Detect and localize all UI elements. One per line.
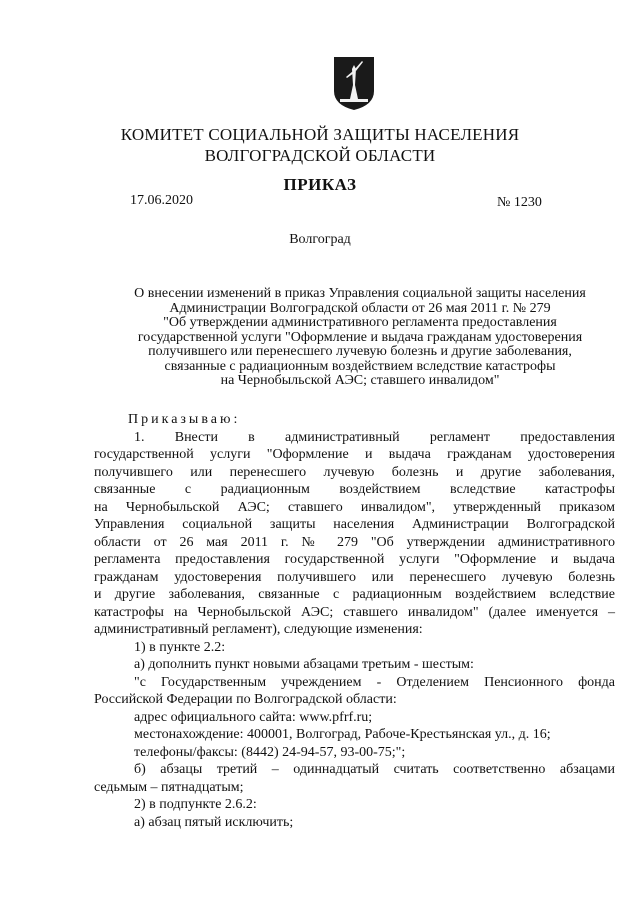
order-subject — [100, 287, 620, 389]
paragraph-line: административный регламент), следующие изменения: — [94, 622, 423, 637]
paragraph-line: гражданам удостоверения получившего или перенесшего лучевую болезнь — [94, 569, 615, 585]
order-city: Волгоград — [289, 232, 351, 247]
order-body — [94, 411, 615, 831]
item-1: 1) в пункте 2.2: — [134, 639, 226, 655]
paragraph-line: получившего или перенесшего лучевую болезнь и другие заболевания, — [94, 464, 615, 480]
subject-line: связанные с радиационным воздействием вследствие катастрофы — [164, 358, 556, 374]
item-1a: а) дополнить пункт новыми абзацами третьим - шестым: — [134, 657, 474, 672]
volgograd-emblem-icon — [332, 55, 376, 111]
committee-name-line1: КОМИТЕТ СОЦИАЛЬНОЙ ЗАЩИТЫ НАСЕЛЕНИЯ — [120, 125, 520, 144]
paragraph-line: катастрофы на Чернобыльской АЭС; ставшего инвалидом" (далее именуется – — [94, 604, 615, 620]
item-1b-line: б) абзацы третий – одиннадцатый считать соответственно абзацами — [134, 762, 615, 777]
order-date: 17.06.2020 — [130, 193, 193, 208]
subject-line: на Чернобыльской АЭС; ставшего инвалидом" — [220, 373, 500, 388]
paragraph-line: области от 26 мая 2011 г. № 279 "Об утверждении административного — [94, 534, 615, 550]
pfr-phones: телефоны/факсы: (8442) 24-94-57, 93-00-75;"; — [134, 744, 406, 760]
paragraph-line: связанные с радиационным воздействием вследствие катастрофы — [94, 482, 615, 497]
paragraph-line: 1. Внести в административный регламент предоставления — [134, 429, 615, 445]
quote-line: Российской Федерации по Волгоградской области: — [94, 692, 397, 707]
paragraph-line: и другие заболевания, связанные с радиационным воздействием вследствие — [94, 587, 615, 602]
item-1b-line: седьмым – пятнадцатым; — [94, 779, 244, 795]
subject-line: получившего или перенесшего лучевую болезнь и другие заболевания, — [148, 344, 572, 359]
item-2a: а) абзац пятый исключить; — [134, 814, 294, 830]
order-title: ПРИКАЗ — [283, 175, 357, 194]
subject-line: государственной услуги "Оформление и выдача гражданам удостоверения — [137, 329, 583, 345]
subject-line: О внесении изменений в приказ Управления социальной защиты населения — [134, 286, 586, 301]
order-number: № 1230 — [497, 195, 542, 210]
subject-line: Администрации Волгоградской области от 26 мая 2011 г. № 279 — [169, 300, 551, 316]
subject-line: "Об утверждении административного регламента предоставления — [163, 315, 557, 330]
committee-name-line2: ВОЛГОГРАДСКОЙ ОБЛАСТИ — [204, 146, 436, 165]
quote-line: "с Государственным учреждением - Отделением Пенсионного фонда — [134, 674, 615, 690]
paragraph-line: государственной услуги "Оформление и выдача гражданам удостоверения — [94, 447, 615, 462]
pfr-site: адрес официального сайта: www.pfrf.ru; — [134, 709, 373, 725]
pfr-location: местонахождение: 400001, Волгоград, Рабоче-Крестьянская ул., д. 16; — [134, 727, 551, 742]
paragraph-line: Управления социальной защиты населения Администрации Волгоградской — [94, 517, 615, 532]
paragraph-line: регламента предоставления государственной услуги "Оформление и выдача — [94, 552, 615, 567]
item-2: 2) в подпункте 2.6.2: — [134, 797, 257, 812]
order-intro: Приказываю: — [128, 412, 241, 427]
paragraph-line: на Чернобыльской АЭС; ставшего инвалидом", утвержденный приказом — [94, 499, 615, 515]
